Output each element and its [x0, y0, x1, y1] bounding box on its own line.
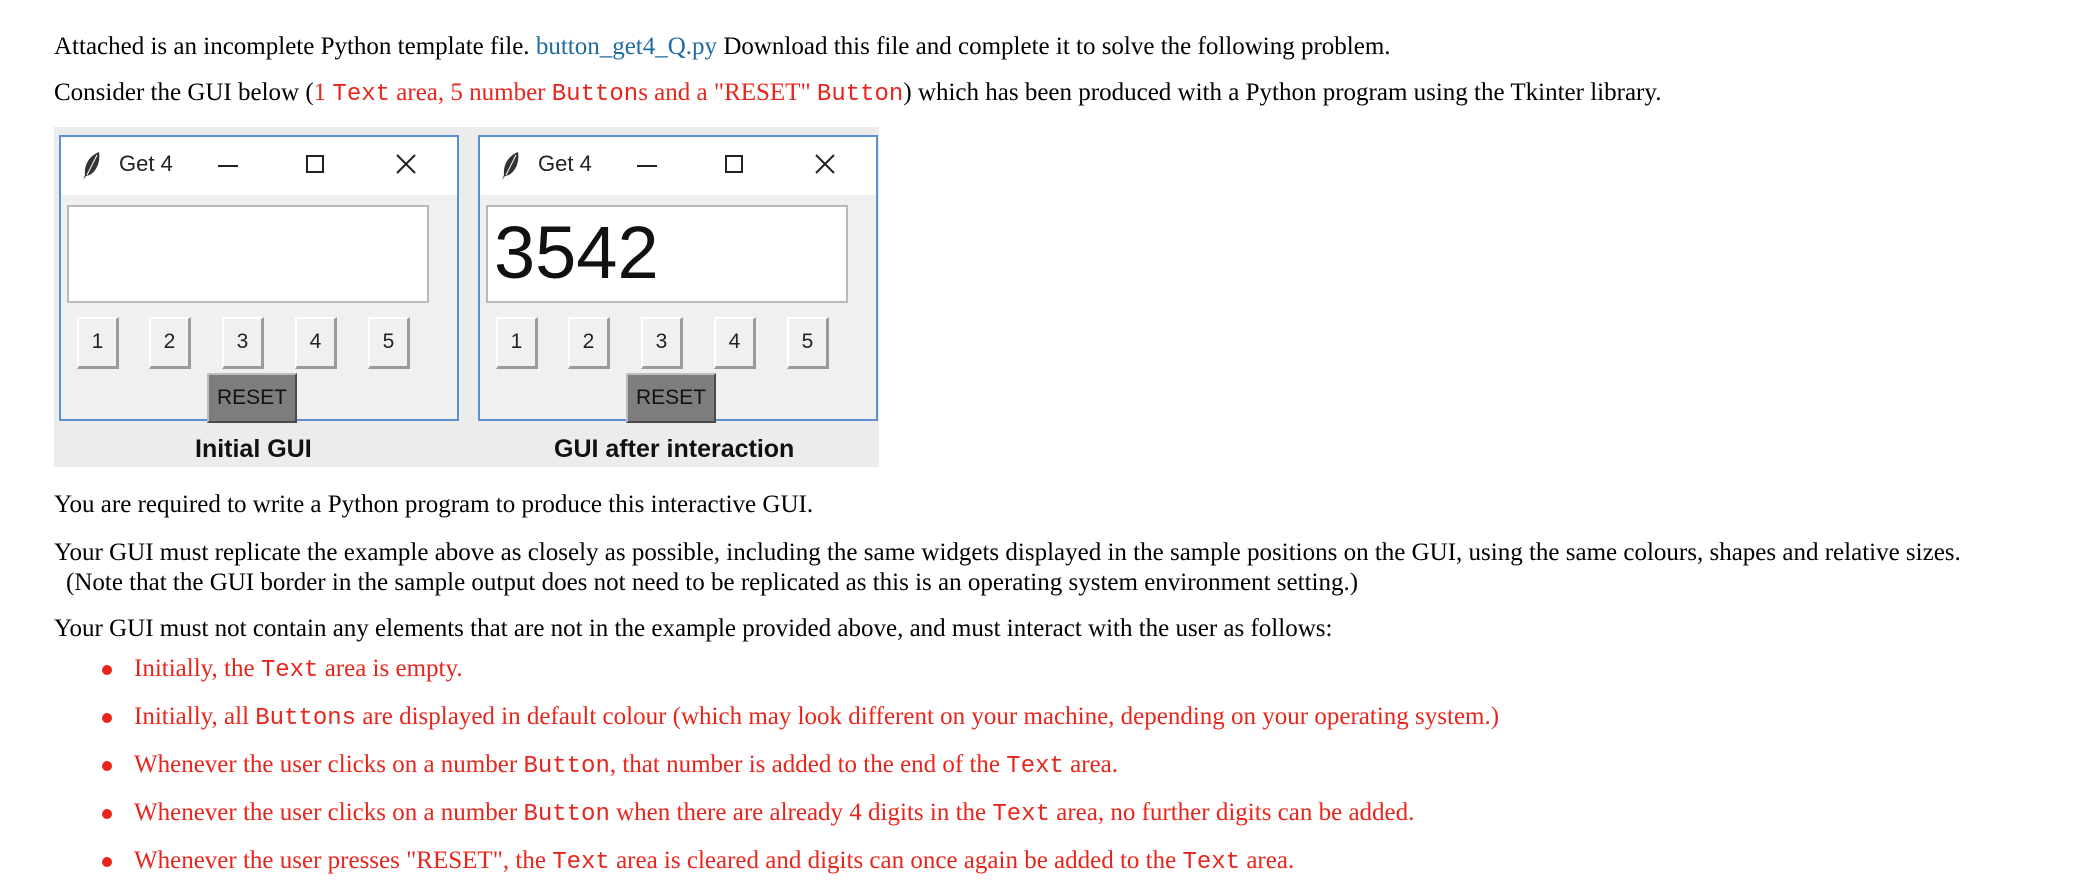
list-item [54, 702, 1499, 750]
reset-button[interactable]: RESET [626, 373, 716, 423]
bullet-text: area, no further digits can be added. [1049, 799, 1415, 826]
bullet-text: area. [1240, 847, 1295, 874]
bullet-text: Whenever the user clicks on a number [134, 799, 524, 826]
template-file-link[interactable]: button_get4_Q.py [535, 33, 718, 60]
number-button-1[interactable]: 1 [77, 317, 119, 369]
code-button: Button [551, 81, 639, 108]
number-button-5[interactable]: 5 [368, 317, 410, 369]
code-button: Button [523, 801, 610, 828]
after-interaction-window [478, 135, 878, 421]
close-icon[interactable] [810, 149, 840, 179]
bullet-text: are displayed in default colour (which may look different on your machine, depending on your operating system.) [356, 703, 1500, 730]
maximize-icon[interactable] [725, 155, 743, 173]
feather-icon [81, 151, 103, 181]
minimize-icon[interactable] [637, 165, 657, 167]
feather-icon [500, 151, 522, 181]
code-text: Text [992, 801, 1050, 828]
code-button: Button [816, 81, 904, 108]
initial-gui-caption: Initial GUI [195, 435, 312, 463]
intro-line [54, 32, 1391, 62]
window-title: Get 4 [119, 151, 173, 176]
number-button-1[interactable]: 1 [496, 317, 538, 369]
window-title: Get 4 [538, 151, 592, 176]
close-icon[interactable] [391, 149, 421, 179]
list-item [54, 750, 1499, 798]
consider-line [54, 78, 1662, 110]
code-text: Text [332, 81, 391, 108]
text-area[interactable]: 3542 [486, 205, 848, 303]
number-button-5[interactable]: 5 [787, 317, 829, 369]
consider-highlight: area, 5 number [390, 79, 552, 106]
list-item [54, 798, 1499, 846]
list-item [54, 654, 1499, 702]
number-button-3[interactable]: 3 [641, 317, 683, 369]
minimize-icon[interactable] [218, 165, 238, 167]
bullet-text: Initially, all [134, 703, 256, 730]
intro-prefix: Attached is an incomplete Python template file. [54, 33, 530, 60]
window-titlebar [480, 137, 876, 195]
bullet-text: Whenever the user presses "RESET", the [134, 847, 553, 874]
consider-highlight: s and a "RESET" [638, 79, 817, 106]
bullet-text: Whenever the user clicks on a number [134, 751, 524, 778]
bullet-text: when there are already 4 digits in the [609, 799, 993, 826]
consider-text: ) which has been produced with a Python program using the Tkinter library. [903, 79, 1662, 106]
write-program-text: You are required to write a Python program to produce this interactive GUI. [54, 491, 814, 518]
code-text: Text [1182, 849, 1241, 876]
consider-text: Consider the GUI below ( [54, 79, 314, 106]
bullet-text: area is empty. [318, 655, 463, 682]
number-button-4[interactable]: 4 [295, 317, 337, 369]
bullet-text: area is cleared and digits can once again be added to the [609, 847, 1183, 874]
bullet-text: Initially, the [134, 655, 261, 682]
number-button-3[interactable]: 3 [222, 317, 264, 369]
sample-gui-image [54, 127, 879, 467]
not-contain-text: Your GUI must not contain any elements that are not in the example provided above, and must interact with the user as follows: [54, 615, 1333, 642]
code-text: Text [1006, 753, 1064, 780]
number-button-2[interactable]: 2 [149, 317, 191, 369]
reset-button[interactable]: RESET [207, 373, 297, 423]
consider-highlight: 1 [313, 79, 333, 106]
after-interaction-caption: GUI after interaction [554, 435, 795, 463]
text-area[interactable] [67, 205, 429, 303]
replicate-text: Your GUI must replicate the example above as closely as possible, including the same widgets displayed in the sample positions on the GUI, using the same colours, shapes and relative sizes. [54, 539, 1961, 566]
code-text: Text [260, 657, 319, 684]
replicate-note: (Note that the GUI border in the sample output does not need to be replicated as this is an operating system environment setting.) [66, 569, 1359, 596]
number-button-4[interactable]: 4 [714, 317, 756, 369]
intro-suffix: Download this file and complete it to solve the following problem. [723, 33, 1391, 60]
number-button-2[interactable]: 2 [568, 317, 610, 369]
maximize-icon[interactable] [306, 155, 324, 173]
code-button: Button [523, 753, 610, 780]
bullet-text: area. [1063, 751, 1119, 778]
code-text: Text [552, 849, 610, 876]
requirements-list [54, 654, 1499, 894]
code-buttons: Buttons [255, 705, 357, 732]
initial-gui-window [59, 135, 459, 421]
bullet-text: , that number is added to the end of the [609, 751, 1007, 778]
window-titlebar [61, 137, 457, 195]
